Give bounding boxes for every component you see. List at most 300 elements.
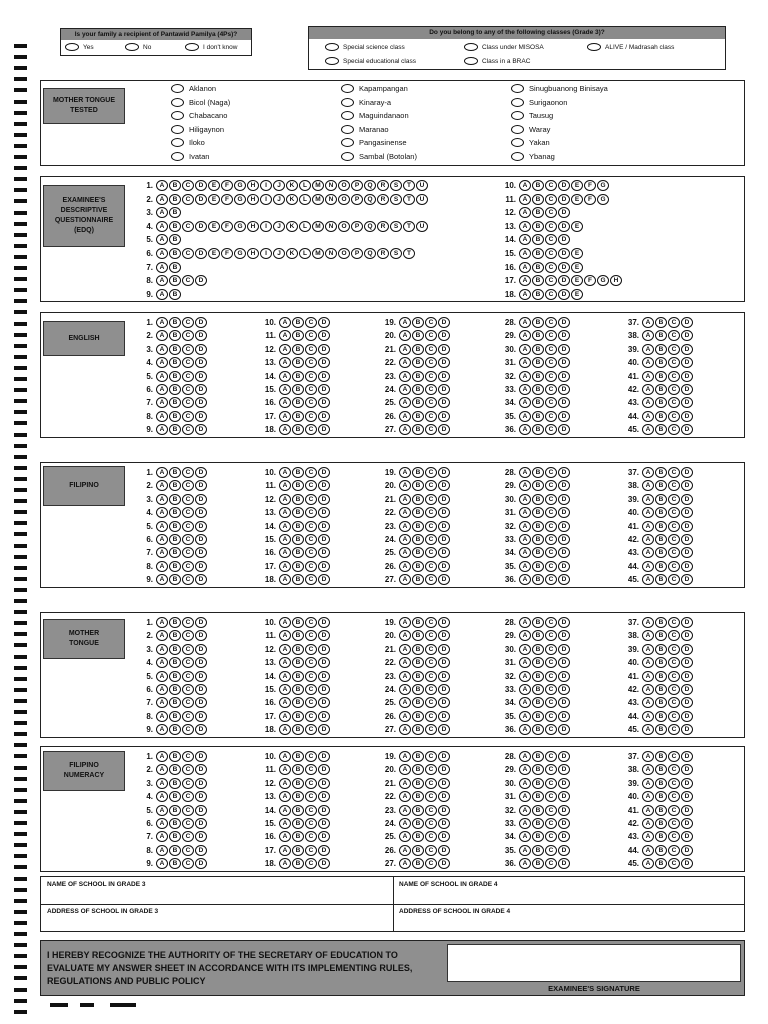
answer-bubble[interactable]: B [292, 711, 304, 722]
answer-bubble[interactable]: A [399, 751, 411, 762]
answer-bubble[interactable]: D [195, 831, 207, 842]
answer-bubble[interactable]: L [299, 221, 311, 232]
answer-bubble[interactable]: A [399, 561, 411, 572]
answer-bubble[interactable]: A [156, 805, 168, 816]
answer-bubble[interactable]: A [642, 424, 654, 435]
answer-bubble[interactable]: C [668, 317, 680, 328]
answer-bubble[interactable]: A [156, 534, 168, 545]
answer-bubble[interactable]: A [642, 671, 654, 682]
answer-bubble[interactable]: B [532, 480, 544, 491]
answer-bubble[interactable]: C [545, 207, 557, 218]
answer-bubble[interactable]: A [642, 494, 654, 505]
answer-bubble[interactable]: D [681, 845, 693, 856]
answer-bubble[interactable]: B [292, 424, 304, 435]
answer-bubble[interactable]: D [195, 617, 207, 628]
language-option[interactable] [171, 138, 205, 147]
answer-bubble[interactable]: B [412, 574, 424, 585]
answer-bubble[interactable]: C [425, 317, 437, 328]
answer-bubble[interactable]: D [681, 831, 693, 842]
answer-bubble[interactable]: A [399, 521, 411, 532]
answer-bubble[interactable]: C [545, 547, 557, 558]
answer-bubble[interactable]: A [519, 791, 531, 802]
answer-bubble[interactable]: D [318, 791, 330, 802]
answer-bubble[interactable]: Q [364, 248, 376, 259]
answer-bubble[interactable]: A [279, 831, 291, 842]
answer-bubble[interactable]: A [642, 831, 654, 842]
answer-bubble[interactable]: P [351, 194, 363, 205]
answer-bubble[interactable]: F [584, 180, 596, 191]
answer-bubble[interactable]: C [545, 507, 557, 518]
answer-bubble[interactable]: A [399, 617, 411, 628]
answer-bubble[interactable]: C [545, 845, 557, 856]
answer-bubble[interactable]: D [558, 344, 570, 355]
answer-bubble[interactable]: B [292, 805, 304, 816]
answer-bubble[interactable]: D [438, 657, 450, 668]
answer-bubble[interactable]: C [182, 764, 194, 775]
answer-bubble[interactable]: A [156, 547, 168, 558]
answer-bubble[interactable]: D [558, 858, 570, 869]
answer-bubble[interactable]: A [399, 818, 411, 829]
answer-bubble[interactable]: B [292, 561, 304, 572]
answer-bubble[interactable]: A [156, 644, 168, 655]
answer-bubble[interactable]: D [438, 561, 450, 572]
answer-bubble[interactable]: B [532, 221, 544, 232]
answer-bubble[interactable]: C [425, 357, 437, 368]
answer-bubble[interactable]: D [438, 764, 450, 775]
answer-bubble[interactable]: C [182, 494, 194, 505]
answer-bubble[interactable]: A [156, 221, 168, 232]
answer-bubble[interactable]: H [247, 194, 259, 205]
answer-bubble[interactable]: C [668, 534, 680, 545]
answer-bubble[interactable]: B [292, 751, 304, 762]
answer-bubble[interactable]: B [412, 467, 424, 478]
answer-bubble[interactable]: C [425, 697, 437, 708]
answer-bubble[interactable]: D [558, 384, 570, 395]
answer-bubble[interactable]: D [438, 344, 450, 355]
answer-bubble[interactable]: C [668, 711, 680, 722]
answer-bubble[interactable]: D [195, 371, 207, 382]
answer-bubble[interactable]: D [558, 467, 570, 478]
answer-bubble[interactable]: B [655, 371, 667, 382]
answer-bubble[interactable]: B [169, 617, 181, 628]
answer-bubble[interactable]: D [681, 697, 693, 708]
answer-bubble[interactable]: B [655, 480, 667, 491]
answer-bubble[interactable]: C [668, 617, 680, 628]
answer-bubble[interactable]: C [305, 344, 317, 355]
answer-bubble[interactable]: C [182, 751, 194, 762]
answer-bubble[interactable]: B [169, 344, 181, 355]
answer-bubble[interactable]: A [279, 480, 291, 491]
answer-bubble[interactable]: B [655, 764, 667, 775]
answer-bubble[interactable]: D [195, 330, 207, 341]
answer-bubble[interactable]: A [519, 330, 531, 341]
answer-bubble[interactable]: B [412, 778, 424, 789]
answer-bubble[interactable]: C [668, 424, 680, 435]
answer-bubble[interactable]: C [545, 234, 557, 245]
answer-bubble[interactable]: A [156, 317, 168, 328]
answer-bubble[interactable]: C [545, 630, 557, 641]
answer-bubble[interactable]: B [532, 724, 544, 735]
answer-bubble[interactable]: D [681, 411, 693, 422]
answer-bubble[interactable]: U [416, 194, 428, 205]
answer-bubble[interactable]: D [558, 424, 570, 435]
answer-bubble[interactable]: B [655, 494, 667, 505]
answer-bubble[interactable]: C [425, 480, 437, 491]
answer-bubble[interactable]: B [292, 521, 304, 532]
answer-bubble[interactable]: S [390, 221, 402, 232]
language-option[interactable] [171, 111, 227, 120]
answer-bubble[interactable]: A [642, 480, 654, 491]
answer-bubble[interactable]: A [642, 657, 654, 668]
answer-bubble[interactable]: A [279, 617, 291, 628]
answer-bubble[interactable]: B [169, 630, 181, 641]
answer-bubble[interactable]: B [532, 574, 544, 585]
language-option[interactable] [171, 125, 224, 134]
answer-bubble[interactable]: C [668, 507, 680, 518]
answer-bubble[interactable]: D [195, 751, 207, 762]
answer-bubble[interactable]: B [532, 275, 544, 286]
answer-bubble[interactable]: D [558, 507, 570, 518]
answer-bubble[interactable]: D [195, 697, 207, 708]
answer-bubble[interactable]: D [438, 778, 450, 789]
answer-bubble[interactable]: D [318, 684, 330, 695]
answer-bubble[interactable]: N [325, 248, 337, 259]
answer-bubble[interactable]: N [325, 180, 337, 191]
answer-bubble[interactable]: C [305, 357, 317, 368]
answer-bubble[interactable]: D [558, 180, 570, 191]
answer-bubble[interactable]: B [169, 248, 181, 259]
answer-bubble[interactable]: A [156, 561, 168, 572]
answer-bubble[interactable]: C [545, 858, 557, 869]
answer-bubble[interactable]: B [169, 778, 181, 789]
answer-bubble[interactable]: C [545, 317, 557, 328]
answer-bubble[interactable]: C [545, 424, 557, 435]
answer-bubble[interactable]: A [279, 397, 291, 408]
answer-bubble[interactable]: P [351, 248, 363, 259]
answer-bubble[interactable]: D [558, 671, 570, 682]
answer-bubble[interactable]: A [642, 818, 654, 829]
answer-bubble[interactable]: D [681, 724, 693, 735]
answer-bubble[interactable]: B [169, 547, 181, 558]
answer-bubble[interactable]: A [279, 547, 291, 558]
answer-bubble[interactable]: B [292, 411, 304, 422]
answer-bubble[interactable]: J [273, 221, 285, 232]
answer-bubble[interactable]: B [292, 778, 304, 789]
signature-field[interactable] [447, 944, 741, 982]
answer-bubble[interactable]: C [182, 791, 194, 802]
answer-bubble[interactable]: S [390, 248, 402, 259]
answer-bubble[interactable]: B [655, 574, 667, 585]
answer-bubble[interactable]: L [299, 248, 311, 259]
answer-bubble[interactable]: C [425, 397, 437, 408]
answer-bubble[interactable]: B [412, 397, 424, 408]
answer-bubble[interactable]: A [156, 845, 168, 856]
answer-bubble[interactable]: C [668, 411, 680, 422]
answer-bubble[interactable]: A [279, 711, 291, 722]
answer-bubble[interactable]: B [655, 411, 667, 422]
answer-bubble[interactable]: D [438, 697, 450, 708]
school-name-grade3-field[interactable]: NAME OF SCHOOL IN GRADE 3 [47, 881, 146, 888]
answer-bubble[interactable]: C [425, 561, 437, 572]
language-option[interactable] [341, 84, 408, 93]
answer-bubble[interactable]: B [169, 657, 181, 668]
answer-bubble[interactable]: A [519, 317, 531, 328]
answer-bubble[interactable]: C [305, 480, 317, 491]
answer-bubble[interactable]: A [399, 671, 411, 682]
answer-bubble[interactable]: A [156, 791, 168, 802]
answer-bubble[interactable]: D [438, 521, 450, 532]
answer-bubble[interactable]: A [399, 424, 411, 435]
answer-bubble[interactable]: A [519, 275, 531, 286]
answer-bubble[interactable]: B [169, 289, 181, 300]
answer-bubble[interactable]: C [545, 480, 557, 491]
answer-bubble[interactable]: B [169, 330, 181, 341]
answer-bubble[interactable]: C [425, 547, 437, 558]
answer-bubble[interactable]: A [519, 494, 531, 505]
answer-bubble[interactable]: C [305, 411, 317, 422]
answer-bubble[interactable]: D [195, 845, 207, 856]
answer-bubble[interactable]: G [234, 194, 246, 205]
answer-bubble[interactable]: P [351, 180, 363, 191]
answer-bubble[interactable]: B [412, 494, 424, 505]
answer-bubble[interactable]: A [519, 778, 531, 789]
answer-bubble[interactable]: A [519, 262, 531, 273]
language-option[interactable] [511, 98, 567, 107]
answer-bubble[interactable]: D [438, 818, 450, 829]
answer-bubble[interactable]: A [399, 330, 411, 341]
answer-bubble[interactable]: B [532, 845, 544, 856]
answer-bubble[interactable]: D [195, 424, 207, 435]
answer-bubble[interactable]: C [425, 711, 437, 722]
answer-bubble[interactable]: D [681, 344, 693, 355]
answer-bubble[interactable]: F [221, 180, 233, 191]
answer-bubble[interactable]: D [558, 831, 570, 842]
fourps-option-yes[interactable] [65, 43, 94, 51]
answer-bubble[interactable]: A [519, 711, 531, 722]
answer-bubble[interactable]: A [156, 671, 168, 682]
answer-bubble[interactable]: B [532, 751, 544, 762]
answer-bubble[interactable]: B [292, 384, 304, 395]
answer-bubble[interactable]: C [668, 724, 680, 735]
answer-bubble[interactable]: A [279, 534, 291, 545]
school-address-grade4-field[interactable]: ADDRESS OF SCHOOL IN GRADE 4 [399, 908, 511, 915]
answer-bubble[interactable]: A [519, 411, 531, 422]
answer-bubble[interactable]: C [668, 831, 680, 842]
answer-bubble[interactable]: C [305, 671, 317, 682]
answer-bubble[interactable]: B [169, 221, 181, 232]
answer-bubble[interactable]: F [221, 194, 233, 205]
answer-bubble[interactable]: K [286, 248, 298, 259]
language-option[interactable] [511, 152, 555, 161]
answer-bubble[interactable]: B [412, 357, 424, 368]
answer-bubble[interactable]: B [412, 630, 424, 641]
answer-bubble[interactable]: D [558, 397, 570, 408]
answer-bubble[interactable]: C [425, 411, 437, 422]
answer-bubble[interactable]: A [399, 384, 411, 395]
answer-bubble[interactable]: D [195, 818, 207, 829]
answer-bubble[interactable]: B [412, 818, 424, 829]
answer-bubble[interactable]: H [247, 180, 259, 191]
answer-bubble[interactable]: A [156, 697, 168, 708]
answer-bubble[interactable]: D [438, 845, 450, 856]
answer-bubble[interactable]: M [312, 248, 324, 259]
answer-bubble[interactable]: C [425, 467, 437, 478]
answer-bubble[interactable]: A [279, 724, 291, 735]
answer-bubble[interactable]: D [681, 778, 693, 789]
answer-bubble[interactable]: D [318, 371, 330, 382]
answer-bubble[interactable]: B [412, 697, 424, 708]
answer-bubble[interactable]: B [169, 845, 181, 856]
answer-bubble[interactable]: A [399, 344, 411, 355]
answer-bubble[interactable]: A [519, 221, 531, 232]
answer-bubble[interactable]: D [318, 630, 330, 641]
answer-bubble[interactable]: C [668, 818, 680, 829]
answer-bubble[interactable]: C [545, 561, 557, 572]
class-option-misosa[interactable] [464, 43, 544, 51]
answer-bubble[interactable]: C [425, 751, 437, 762]
answer-bubble[interactable]: D [438, 534, 450, 545]
answer-bubble[interactable]: B [412, 657, 424, 668]
answer-bubble[interactable]: A [399, 357, 411, 368]
answer-bubble[interactable]: C [305, 330, 317, 341]
answer-bubble[interactable]: C [305, 644, 317, 655]
answer-bubble[interactable]: B [412, 764, 424, 775]
answer-bubble[interactable]: B [532, 467, 544, 478]
answer-bubble[interactable]: A [519, 561, 531, 572]
answer-bubble[interactable]: C [182, 724, 194, 735]
answer-bubble[interactable]: C [545, 180, 557, 191]
answer-bubble[interactable]: B [292, 397, 304, 408]
answer-bubble[interactable]: C [425, 644, 437, 655]
answer-bubble[interactable]: T [403, 248, 415, 259]
answer-bubble[interactable]: A [642, 521, 654, 532]
answer-bubble[interactable]: B [532, 194, 544, 205]
answer-bubble[interactable]: B [169, 371, 181, 382]
answer-bubble[interactable]: C [668, 467, 680, 478]
answer-bubble[interactable]: D [558, 711, 570, 722]
answer-bubble[interactable]: D [195, 671, 207, 682]
answer-bubble[interactable]: B [532, 248, 544, 259]
language-option[interactable] [341, 138, 407, 147]
answer-bubble[interactable]: A [519, 424, 531, 435]
answer-bubble[interactable]: C [305, 317, 317, 328]
answer-bubble[interactable]: B [412, 644, 424, 655]
answer-bubble[interactable]: D [681, 684, 693, 695]
answer-bubble[interactable]: A [642, 357, 654, 368]
answer-bubble[interactable]: C [305, 791, 317, 802]
answer-bubble[interactable]: D [195, 630, 207, 641]
answer-bubble[interactable]: C [305, 778, 317, 789]
answer-bubble[interactable]: B [655, 818, 667, 829]
answer-bubble[interactable]: A [156, 521, 168, 532]
answer-bubble[interactable]: A [642, 344, 654, 355]
answer-bubble[interactable]: A [156, 574, 168, 585]
answer-bubble[interactable]: D [681, 521, 693, 532]
answer-bubble[interactable]: P [351, 221, 363, 232]
answer-bubble[interactable]: A [399, 791, 411, 802]
answer-bubble[interactable]: L [299, 194, 311, 205]
answer-bubble[interactable]: A [399, 858, 411, 869]
answer-bubble[interactable]: C [182, 671, 194, 682]
answer-bubble[interactable]: M [312, 180, 324, 191]
answer-bubble[interactable]: B [412, 547, 424, 558]
answer-bubble[interactable]: A [519, 234, 531, 245]
answer-bubble[interactable]: D [438, 644, 450, 655]
answer-bubble[interactable]: D [195, 344, 207, 355]
answer-bubble[interactable]: D [195, 684, 207, 695]
answer-bubble[interactable]: L [299, 180, 311, 191]
answer-bubble[interactable]: B [169, 724, 181, 735]
answer-bubble[interactable]: A [156, 480, 168, 491]
answer-bubble[interactable]: D [195, 317, 207, 328]
answer-bubble[interactable]: D [681, 317, 693, 328]
answer-bubble[interactable]: B [169, 574, 181, 585]
answer-bubble[interactable]: B [169, 262, 181, 273]
answer-bubble[interactable]: D [318, 778, 330, 789]
answer-bubble[interactable]: B [292, 791, 304, 802]
answer-bubble[interactable]: C [182, 858, 194, 869]
answer-bubble[interactable]: C [305, 467, 317, 478]
answer-bubble[interactable]: G [597, 275, 609, 286]
answer-bubble[interactable]: C [425, 684, 437, 695]
answer-bubble[interactable]: C [305, 371, 317, 382]
answer-bubble[interactable]: B [655, 791, 667, 802]
answer-bubble[interactable]: B [412, 617, 424, 628]
answer-bubble[interactable]: J [273, 194, 285, 205]
answer-bubble[interactable]: D [438, 617, 450, 628]
answer-bubble[interactable]: A [399, 711, 411, 722]
answer-bubble[interactable]: C [182, 574, 194, 585]
language-option[interactable] [341, 152, 417, 161]
answer-bubble[interactable]: D [681, 805, 693, 816]
answer-bubble[interactable]: D [558, 521, 570, 532]
answer-bubble[interactable]: A [279, 317, 291, 328]
answer-bubble[interactable]: B [655, 521, 667, 532]
answer-bubble[interactable]: B [292, 330, 304, 341]
answer-bubble[interactable]: D [558, 534, 570, 545]
answer-bubble[interactable]: A [642, 644, 654, 655]
answer-bubble[interactable]: C [668, 764, 680, 775]
answer-bubble[interactable]: B [292, 831, 304, 842]
answer-bubble[interactable]: D [318, 764, 330, 775]
answer-bubble[interactable]: A [519, 480, 531, 491]
answer-bubble[interactable]: B [292, 494, 304, 505]
answer-bubble[interactable]: A [279, 507, 291, 518]
answer-bubble[interactable]: C [305, 845, 317, 856]
answer-bubble[interactable]: D [195, 764, 207, 775]
answer-bubble[interactable]: C [305, 764, 317, 775]
answer-bubble[interactable]: C [182, 711, 194, 722]
answer-bubble[interactable]: C [182, 845, 194, 856]
answer-bubble[interactable]: A [156, 262, 168, 273]
answer-bubble[interactable]: A [642, 791, 654, 802]
answer-bubble[interactable]: A [642, 845, 654, 856]
answer-bubble[interactable]: C [545, 805, 557, 816]
answer-bubble[interactable]: A [279, 697, 291, 708]
answer-bubble[interactable]: A [156, 467, 168, 478]
answer-bubble[interactable]: C [182, 384, 194, 395]
answer-bubble[interactable]: B [655, 697, 667, 708]
answer-bubble[interactable]: B [169, 275, 181, 286]
answer-bubble[interactable]: C [545, 289, 557, 300]
answer-bubble[interactable]: C [545, 764, 557, 775]
answer-bubble[interactable]: D [558, 791, 570, 802]
answer-bubble[interactable]: C [182, 630, 194, 641]
answer-bubble[interactable]: Q [364, 194, 376, 205]
answer-bubble[interactable]: A [399, 547, 411, 558]
answer-bubble[interactable]: C [668, 805, 680, 816]
answer-bubble[interactable]: B [532, 671, 544, 682]
